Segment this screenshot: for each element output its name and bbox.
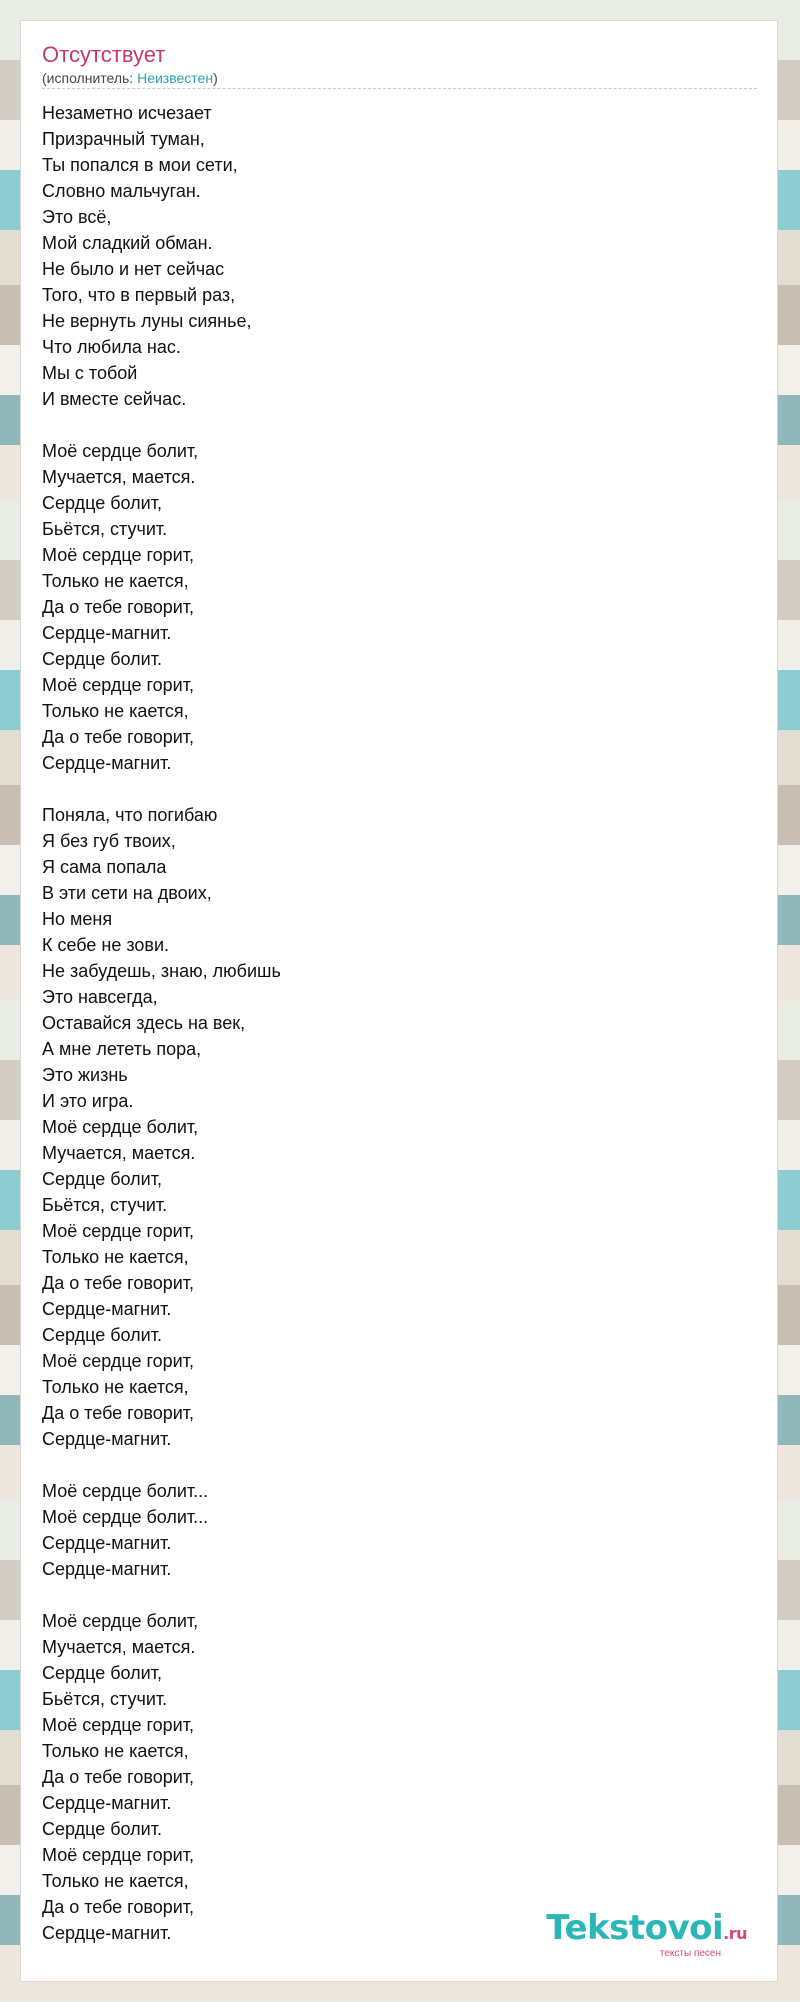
lyric-line: Моё сердце болит... [42, 1481, 209, 1501]
lyric-line: Сердце болит, [42, 1169, 162, 1189]
lyrics-stanza [42, 1608, 757, 1946]
lyric-line: Призрачный туман, [42, 129, 205, 149]
lyric-line: Сердце-магнит. [42, 1429, 172, 1449]
lyric-line: И вместе сейчас. [42, 389, 187, 409]
lyric-line: Не забудешь, знаю, любишь [42, 961, 281, 981]
lyric-line: Моё сердце болит... [42, 1507, 209, 1527]
lyric-line: Это навсегда, [42, 987, 158, 1007]
lyric-line: Да о тебе говорит, [42, 1273, 195, 1293]
lyric-line: Это всё, [42, 207, 112, 227]
lyric-line: Сердце болит, [42, 1663, 162, 1683]
logo-tld: .ru [723, 1924, 747, 1943]
lyric-line: Незаметно исчезает [42, 103, 212, 123]
artist-prefix: (исполнитель: [42, 70, 138, 86]
lyric-line: Да о тебе говорит, [42, 1403, 195, 1423]
lyric-line: Только не кается, [42, 571, 189, 591]
lyric-line: Словно мальчуган. [42, 181, 201, 201]
lyric-line: Только не кается, [42, 701, 189, 721]
lyric-line: Да о тебе говорит, [42, 597, 195, 617]
lyric-line: Не вернуть луны сиянье, [42, 311, 252, 331]
lyric-line: Поняла, что погибаю [42, 805, 218, 825]
lyrics-card [20, 20, 778, 1982]
lyric-line: Только не кается, [42, 1741, 189, 1761]
lyric-line: Это жизнь [42, 1065, 128, 1085]
lyric-line: И это игра. [42, 1091, 134, 1111]
artist-suffix: ) [213, 70, 218, 86]
lyric-line: Мучается, мается. [42, 1637, 196, 1657]
lyric-line: Бьётся, стучит. [42, 1689, 168, 1709]
lyric-line: Я сама попала [42, 857, 167, 877]
lyric-line: Мой сладкий обман. [42, 233, 213, 253]
lyric-line: Только не кается, [42, 1871, 189, 1891]
lyric-line: Бьётся, стучит. [42, 519, 168, 539]
lyric-line: Только не кается, [42, 1247, 189, 1267]
lyric-line: Да о тебе говорит, [42, 727, 195, 747]
site-logo[interactable] [546, 1910, 747, 1959]
lyric-line: Мучается, мается. [42, 467, 196, 487]
lyric-line: Моё сердце болит, [42, 1611, 199, 1631]
lyric-line: Моё сердце болит, [42, 1117, 199, 1137]
lyric-line: Моё сердце горит, [42, 1715, 194, 1735]
lyric-line: Мы с тобой [42, 363, 138, 383]
logo-wordmark [546, 1910, 747, 1952]
lyric-line: Но меня [42, 909, 113, 929]
lyric-line: Моё сердце горит, [42, 1845, 194, 1865]
lyric-line: Моё сердце горит, [42, 675, 194, 695]
lyric-line: Сердце-магнит. [42, 623, 172, 643]
artist-link[interactable]: Неизвестен [137, 70, 214, 86]
artist-line [42, 69, 757, 89]
lyrics-stanza [42, 1478, 757, 1582]
lyric-line: Сердце-магнит. [42, 1923, 172, 1943]
lyric-line: Моё сердце болит, [42, 441, 199, 461]
lyrics-stanza [42, 802, 757, 1452]
lyrics-stanza [42, 438, 757, 776]
lyric-line: Бьётся, стучит. [42, 1195, 168, 1215]
lyric-line: Сердце-магнит. [42, 1559, 172, 1579]
lyric-line: Сердце болит. [42, 1819, 162, 1839]
lyric-line: Сердце болит, [42, 493, 162, 513]
lyric-line: Сердце болит. [42, 1325, 162, 1345]
lyric-line: Сердце-магнит. [42, 753, 172, 773]
lyric-line: Да о тебе говорит, [42, 1767, 195, 1787]
lyric-line: Мучается, мается. [42, 1143, 196, 1163]
lyric-line: В эти сети на двоих, [42, 883, 212, 903]
lyric-line: Да о тебе говорит, [42, 1897, 195, 1917]
logo-tagline: тексты песен [659, 1948, 721, 1959]
lyric-line: Сердце болит. [42, 649, 162, 669]
lyric-line: Того, что в первый раз, [42, 285, 236, 305]
lyric-line: Сердце-магнит. [42, 1533, 172, 1553]
lyric-line: Не было и нет сейчас [42, 259, 225, 279]
lyric-line: Моё сердце горит, [42, 545, 194, 565]
lyric-line: Сердце-магнит. [42, 1793, 172, 1813]
song-title: Отсутствует [42, 42, 166, 67]
lyric-line: Моё сердце горит, [42, 1221, 194, 1241]
lyrics-stanza [42, 100, 757, 412]
lyric-line: Сердце-магнит. [42, 1299, 172, 1319]
lyric-line: А мне лететь пора, [42, 1039, 202, 1059]
lyric-line: К себе не зови. [42, 935, 170, 955]
lyric-line: Оставайся здесь на век, [42, 1013, 246, 1033]
lyric-line: Моё сердце горит, [42, 1351, 194, 1371]
lyric-line: Я без губ твоих, [42, 831, 176, 851]
lyric-line: Что любила нас. [42, 337, 181, 357]
lyric-line: Только не кается, [42, 1377, 189, 1397]
logo-name: Tekstovoi [546, 1908, 724, 1948]
lyrics-text [42, 100, 757, 1946]
lyric-line: Ты попался в мои сети, [42, 155, 238, 175]
